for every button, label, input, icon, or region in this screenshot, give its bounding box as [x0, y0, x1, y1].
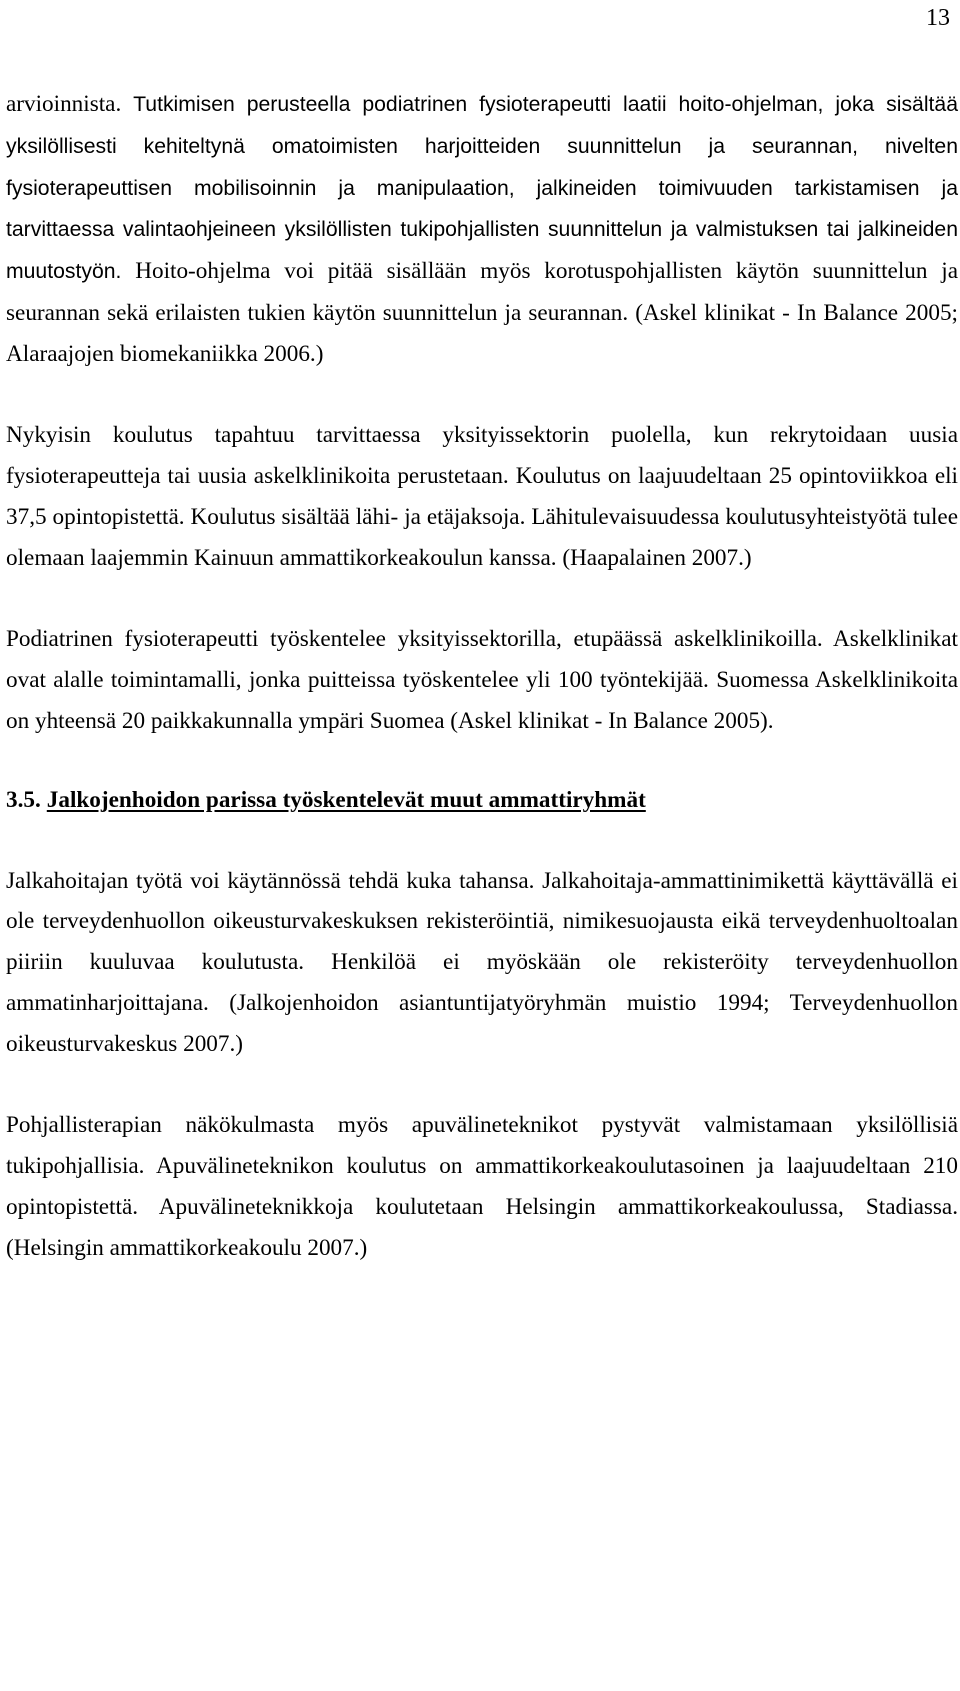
paragraph-apuvalineteknikot: Pohjallisterapian näkökulmasta myös apuvälineteknikot pystyvät valmistamaan yksilöllisiä tukipohjallisia. Apuvälineteknikon koulutus on ammattikorkeakoulutasoinen ja laajuudeltaan 210 opintopistettä. Apuvälineteknikkoja koulutetaan Helsingin ammattikorkeakoulussa, Stadiassa. (Helsingin ammattikorkeakoulu 2007.) [6, 1112, 958, 1261]
paragraph-tyoskentely: Podiatrinen fysioterapeutti työskentelee yksityissektorilla, etupäässä askelklinikoilla. Askelklinikat ovat alalle toimintamalli, jonka puitteissa työskentelee yli 100 työntekijää. Suomessa Askelklinikoita on yhteensä 20 paikkakunnalla ympäri Suomea (Askel klinikat - In Balance 2005). [6, 626, 958, 734]
section-number: 3.5. [6, 786, 41, 813]
paragraph-lead-text: arvioinnista. [6, 91, 134, 117]
paragraph-jalkahoitaja: Jalkahoitajan työtä voi käytännössä tehdä kuka tahansa. Jalkahoitaja-ammattinimikettä käyttävällä ei ole terveydenhuollon oikeusturvakeskuksen rekisteröintiä, nimikesuojausta eikä terveydenhuoltoalan piiriin kuuluvaa koulutusta. Henkilöä ei myöskään ole rekisteröity terveydenhuollon ammatinharjoittajana. (Jalkojenhoidon asiantuntijatyöryhmän muistio 1994; Terveydenhuollon oikeusturvakeskus 2007.) [6, 867, 958, 1057]
paragraph-rest-text: Hoito-ohjelma voi pitää sisällään myös korotuspohjallisten käytön suunnittelun ja seurannan sekä erilaisten tukien käytön suunnittelun ja seurannan. (Askel klinikat - In Balance 2005; Alaraajojen biomekaniikka 2006.) [6, 258, 958, 367]
section-heading [6, 780, 958, 821]
paragraph-koulutus: Nykyisin koulutus tapahtuu tarvittaessa yksityissektorin puolella, kun rekrytoidaan uusia fysioterapeutteja tai uusia askelklinikoita perustetaan. Koulutus on laajuudeltaan 25 opintoviikkoa eli 37,5 opintopistettä. Koulutus sisältää lähi- ja etäjaksoja. Lähitulevaisuudessa koulutusyhteistyötä tulee olemaan laajemmin Kainuun ammattikorkeakoulun kanssa. (Haapalainen 2007.) [6, 422, 958, 571]
section-title: Jalkojenhoidon parissa työskentelevät muut ammattiryhmät [46, 786, 646, 813]
page-number: 13 [926, 5, 950, 31]
paragraph-hoito-ohjelma [6, 84, 958, 375]
paragraph-sans-text: Tutkimisen perusteella podiatrinen fysioterapeutti laatii hoito-ohjelman, joka sisältää yksilöllisesti kehiteltynä omatoimisten harjoitteiden suunnittelun ja seurannan, nivelten fysioterapeuttisen mobilisoinnin ja manipulaation, jalkineiden toimivuuden tarkistamisen ja tarvittaessa valintaohjeineen yksilöllisten tukipohjallisten suunnittelun ja valmistuksen tai jalkineiden muutostyön. [6, 93, 958, 284]
document-body [6, 84, 958, 1269]
